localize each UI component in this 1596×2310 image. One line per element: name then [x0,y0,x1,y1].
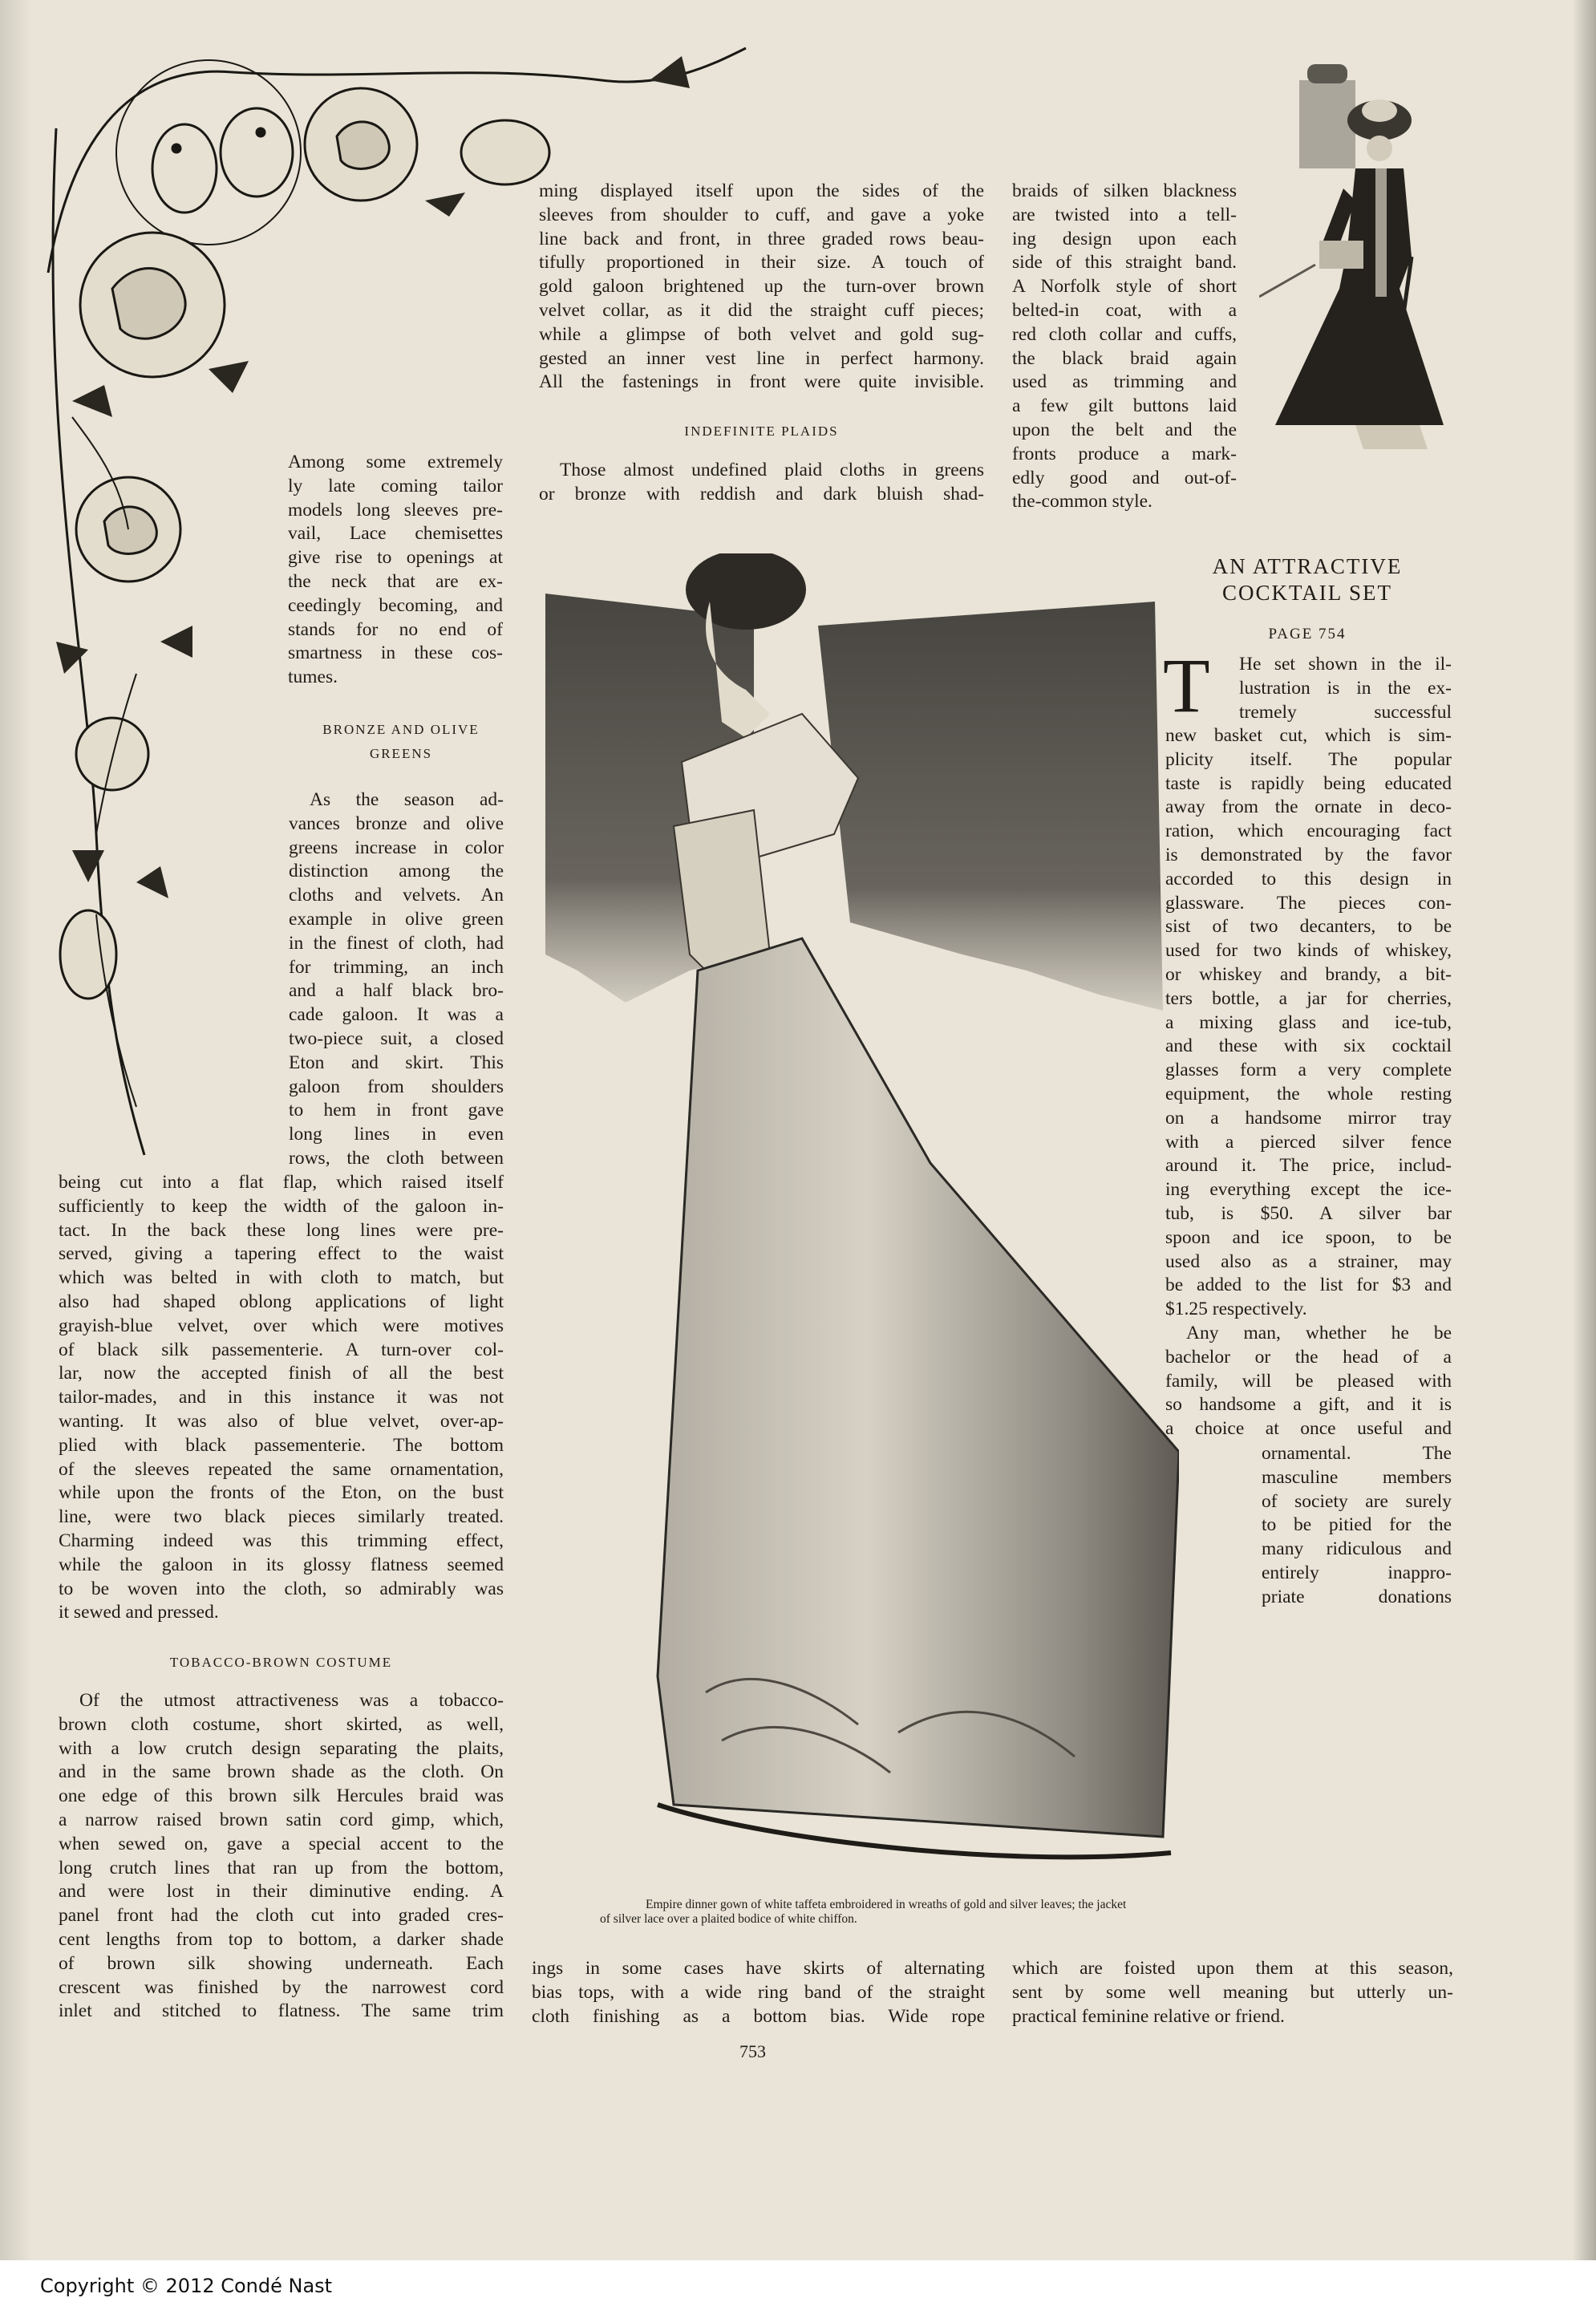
text-line: it sewed and pressed. [59,1602,219,1623]
text-line: taste is rapidly being educated [1165,772,1452,794]
text-line: with a pierced silver fence [1165,1131,1452,1153]
text-line: edly good and out-of- [1012,467,1237,488]
text-line: many ridiculous and [1262,1538,1452,1560]
text-line: and a half black bro- [289,980,504,1002]
text-line: ming displayed itself upon the sides of the [539,180,984,201]
text-line: $1.25 respectively. [1165,1299,1307,1320]
left-column-tobacco [59,1689,504,2024]
text-line: practical feminine relative or friend. [1012,2005,1285,2027]
text-line: bias tops, with a wide ring band of the straight [532,1981,985,2003]
text-line: glassware. The pieces con- [1165,892,1452,914]
text-line: used also as a strainer, may [1165,1250,1452,1272]
text-line: and these with six cocktail [1165,1035,1452,1057]
text-line: while a glimpse of both velvet and gold sug- [539,323,984,345]
text-line: gold galoon brightened up the turn-over brown [539,276,984,298]
text-line: so handsome a gift, and it is [1165,1394,1452,1416]
text-line: and were lost in their diminutive ending. A [59,1881,504,1903]
section-heading-bronze-line1: BRONZE AND OLIVE [322,722,480,737]
text-line: cloths and velvets. An [289,885,504,906]
left-column-bronze-narrow [289,788,504,1171]
text-line: entirely inappro- [1262,1562,1452,1583]
text-line: braids of silken blackness [1012,180,1237,201]
text-line: to hem in front gave [289,1100,504,1121]
drop-cap: T [1163,642,1210,728]
text-line: red cloth collar and cuffs, [1012,323,1237,345]
text-line: grayish-blue velvet, over which were motives [59,1315,504,1336]
text-line: sleeves from shoulder to cuff, and gave a yoke [539,204,984,225]
text-line: are twisted into a tell- [1012,204,1237,225]
article-title-line1: AN ATTRACTIVE [1212,554,1403,578]
text-line: Charming indeed was this trimming effect, [59,1530,504,1551]
text-line: the black braid again [1012,347,1237,369]
text-line: line, were two black pieces similarly treated. [59,1506,504,1528]
text-line: used as trimming and [1012,371,1237,393]
section-heading-plaids: INDEFINITE PLAIDS [684,424,839,439]
text-line: while upon the fronts of the Eton, on the bust [59,1482,504,1504]
text-line: priate donations [1262,1586,1452,1607]
text-line: crescent was finished by the narrowest cord [59,1976,504,1998]
text-line: around it. The price, includ- [1165,1155,1452,1177]
text-line: distinction among the [289,861,504,882]
text-line: away from the ornate in deco- [1165,796,1452,818]
text-line: masculine members [1262,1466,1452,1488]
text-line: when sewed on, gave a special accent to the [59,1833,504,1854]
text-line: lar, now the accepted finish of all the best [59,1363,504,1384]
cocktail-body [1165,724,1452,1441]
text-line: being cut into a flat flap, which raised itself [59,1172,504,1193]
text-line: for trimming, an inch [289,956,504,978]
text-line: All the fastenings in front were quite invisible. [539,371,984,393]
text-line: in the finest of cloth, had [289,932,504,954]
text-line: new basket cut, which is sim- [1165,725,1452,746]
text-line: and in the same brown shade as the cloth. On [59,1761,504,1783]
section-heading-bronze-line2: GREENS [369,746,433,761]
text-line: vances bronze and olive [289,813,504,834]
middle-column-plaids [539,459,984,507]
text-line: of the sleeves repeated the same ornamentation, [59,1458,504,1480]
text-line: while the galoon in its glossy flatness seemed [59,1554,504,1575]
text-line: gested an inner vest line in perfect harmony. [539,347,984,369]
page-reference: PAGE 754 [1268,626,1347,642]
copyright-footer [0,2260,1596,2310]
text-line: equipment, the whole resting [1165,1083,1452,1104]
text-line: sist of two decanters, to be [1165,916,1452,938]
text-line: ters bottle, a jar for cherries, [1165,987,1452,1009]
text-line: on a handsome mirror tray [1165,1107,1452,1129]
text-line: panel front had the cloth cut into graded cres- [59,1905,504,1927]
text-line: which are foisted upon them at this season, [1012,1958,1453,1979]
empire-gown-illustration [513,553,1179,1869]
text-line: brown cloth costume, short skirted, as well, [59,1713,504,1735]
bottom-middle-column [532,1957,985,2028]
bottom-right-column [1012,1957,1453,2028]
text-line: be added to the list for $3 and [1165,1275,1452,1296]
text-line: to be woven into the cloth, so admirably was [59,1578,504,1599]
text-line: upon the belt and the [1012,419,1237,440]
text-line: of black silk passementerie. A turn-over col- [59,1339,504,1360]
text-line: models long sleeves pre- [288,499,503,521]
text-line: plied with black passementerie. The bottom [59,1434,504,1456]
text-line: Among some extremely [288,452,503,472]
text-line: ing design upon each [1012,228,1237,249]
text-line: tremely successful [1239,701,1452,723]
text-line: tact. In the back these long lines were pre- [59,1219,504,1241]
text-line: give rise to openings at [288,547,503,569]
cocktail-body-narrow [1262,1442,1452,1610]
page-number: 753 [739,2041,766,2061]
text-line: ration, which encouraging fact [1165,821,1452,842]
text-line: the neck that are ex- [288,570,503,592]
text-line: Eton and skirt. This [289,1052,504,1073]
text-line: with a low crutch design separating the plaits, [59,1737,504,1759]
text-line: fronts produce a mark- [1012,443,1237,464]
text-line: side of this straight band. [1012,252,1237,274]
text-line: a mixing glass and ice-tub, [1165,1011,1452,1033]
text-line: of brown silk showing underneath. Each [59,1952,504,1974]
text-line: Those almost undefined plaid cloths in greens [560,460,984,480]
article-title-line2: COCKTAIL SET [1221,581,1393,605]
text-line: wanting. It was also of blue velvet, over-ap- [59,1410,504,1432]
text-line: long crutch lines that ran up from the bottom, [59,1857,504,1878]
text-line: velvet collar, as it did the straight cuff pieces; [539,299,984,321]
text-line: or whiskey and brandy, a bit- [1165,963,1452,985]
text-line: two-piece suit, a closed [289,1027,504,1049]
text-line: cent lengths from top to bottom, a darker shade [59,1928,504,1950]
text-line: cloth finishing as a bottom bias. Wide rope [532,2005,985,2027]
text-line: As the season ad- [310,789,504,810]
left-column-top [288,451,503,690]
text-line: example in olive green [289,908,504,930]
copyright-text: Copyright © 2012 Condé Nast [40,2275,333,2297]
text-line: long lines in even [289,1124,504,1145]
text-line: tub, is $50. A silver bar [1165,1202,1452,1224]
section-heading-tobacco: TOBACCO-BROWN COSTUME [169,1655,393,1670]
text-line: glasses form a very complete [1165,1060,1452,1081]
illustration-caption-line2: of silver lace over a plaited bodice of white chiffon. [600,1912,857,1926]
text-line: ing everything except the ice- [1165,1179,1452,1201]
text-line: a few gilt buttons laid [1012,395,1237,417]
text-line: tailor-mades, and in this instance it was not [59,1387,504,1408]
illustration-caption-line1: Empire dinner gown of white taffeta embroidered in wreaths of gold and silver leaves; the jacket [646,1898,1127,1911]
text-line: which was belted in with cloth to match, but [59,1267,504,1289]
cocktail-dropcap-lines [1239,653,1452,724]
text-line: is demonstrated by the favor [1165,844,1452,865]
text-line: cade galoon. It was a [289,1004,504,1026]
text-line: ly late coming tailor [288,475,503,496]
text-line: A Norfolk style of short [1012,276,1237,298]
text-line: plicity itself. The popular [1165,748,1452,770]
walking-costume-illustration [1259,48,1500,497]
text-line: one edge of this brown silk Hercules braid was [59,1785,504,1807]
text-line: galoon from shoulders [289,1076,504,1097]
text-line: inlet and stitched to flatness. The same trim [59,2000,504,2022]
text-line: sent by some well meaning but utterly un- [1012,1981,1453,2003]
text-line: stands for no end of [288,618,503,640]
text-line: or bronze with reddish and dark bluish shad- [539,483,984,505]
text-line: a narrow raised brown satin cord gimp, which, [59,1809,504,1830]
text-line: greens increase in color [289,837,504,858]
text-line: also had shaped oblong applications of light [59,1291,504,1312]
text-line: a choice at once useful and [1165,1418,1452,1440]
text-line: family, will be pleased with [1165,1370,1452,1392]
text-line: Of the utmost attractiveness was a tobacco- [79,1690,504,1711]
text-line: of society are surely [1262,1490,1452,1512]
text-line: ornamental. The [1262,1443,1452,1464]
text-line: to be pitied for the [1262,1514,1452,1536]
text-line: smartness in these cos- [288,642,503,664]
text-line: belted-in coat, with a [1012,299,1237,321]
text-line: line back and front, in three graded rows beau- [539,228,984,249]
text-line: accorded to this design in [1165,868,1452,890]
text-line: sufficiently to keep the width of the galoon in- [59,1195,504,1217]
text-line: ceedingly becoming, and [288,594,503,616]
text-line: tumes. [288,667,338,688]
text-line: Any man, whether he be [1186,1322,1452,1343]
text-line: the-common style. [1012,491,1152,513]
text-line: lustration is in the ex- [1239,677,1452,699]
text-line: bachelor or the head of a [1165,1346,1452,1368]
text-line: used for two kinds of whiskey, [1165,940,1452,962]
text-line: spoon and ice spoon, to be [1165,1226,1452,1248]
text-line: vail, Lace chemisettes [288,523,503,545]
right-column-top [1012,180,1237,514]
left-column-bronze-wide [59,1171,504,1625]
text-line: ings in some cases have skirts of alternating [532,1958,985,1979]
middle-column-top [539,180,984,395]
text-line: rows, the cloth between [289,1147,504,1169]
text-line: He set shown in the il- [1239,654,1452,675]
text-line: tifully proportioned in their size. A touch of [539,252,984,274]
text-line: served, giving a tapering effect to the waist [59,1243,504,1265]
